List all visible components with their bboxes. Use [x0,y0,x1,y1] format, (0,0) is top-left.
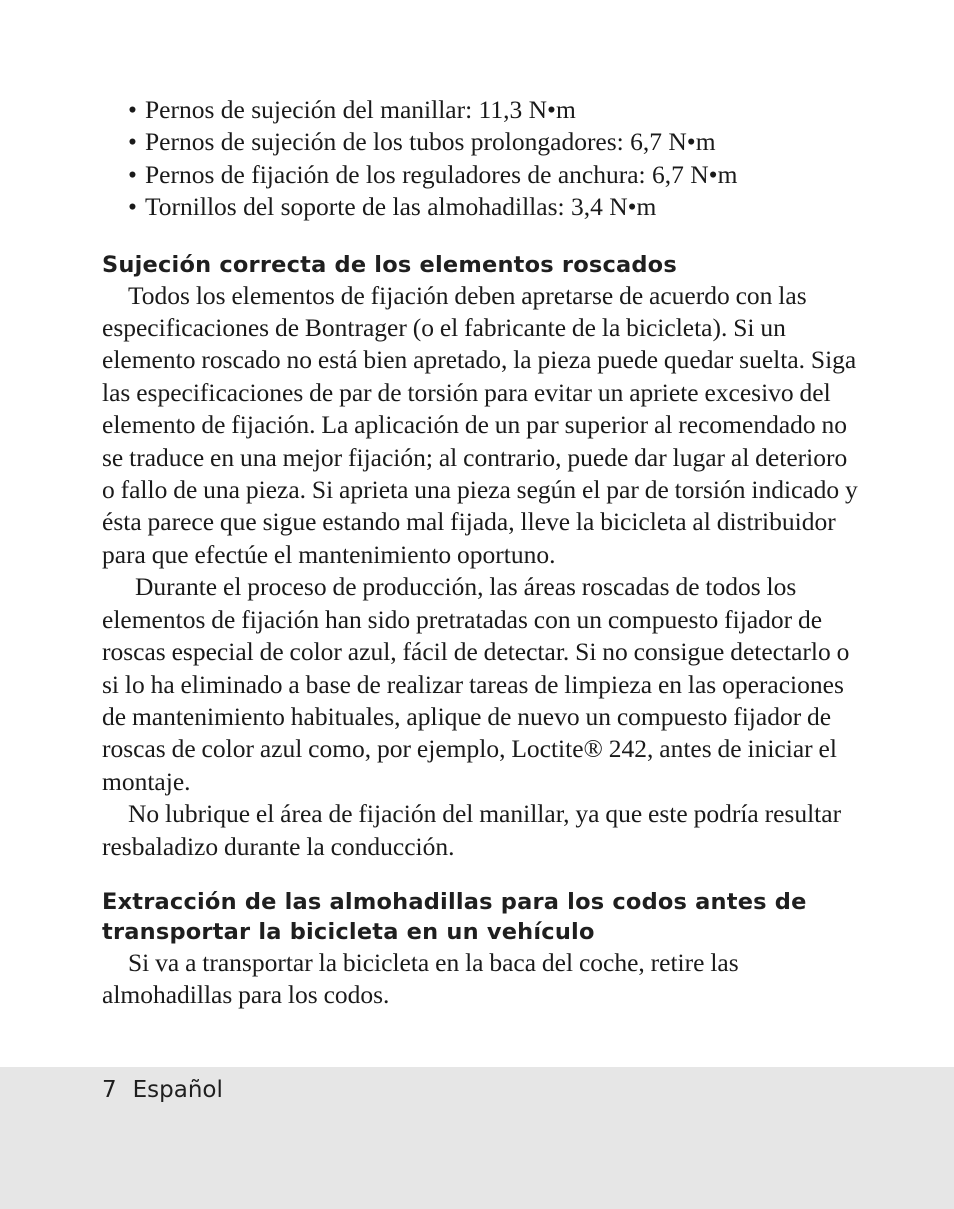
bullet-icon: • [128,127,137,157]
language-label: Español [132,1077,223,1103]
list-item [102,94,862,126]
list-item-text: Pernos de sujeción del manillar: 11,3 N•m [145,95,576,124]
torque-spec-list [102,94,862,224]
page-footer [0,1067,954,1209]
bullet-icon: • [128,159,137,189]
page-number: 7 [102,1077,117,1103]
paragraph: Todos los elementos de fijación deben apretarse de acuerdo con las especificaciones de Bontrager (o el fabricante de la bicicleta). Si un elemento roscado no está bien apretado, la pieza puede quedar suelta. Siga las especificaciones de par de torsión para evitar un apriete excesivo del elemento de fijación. La aplicación de un par superior al recomendado no se traduce en una mejor fijación; al contrario, puede dar lugar al deterioro o fallo de una pieza. Si aprieta una pieza según el par de torsión indicado y ésta parece que sigue estando mal fijada, lleve la bicicleta al distribuidor para que efectúe el mantenimiento oportuno. [102,280,858,569]
list-item-text: Tornillos del soporte de las almohadillas: 3,4 N•m [145,192,657,222]
paragraph: Durante el proceso de producción, las áreas roscadas de todos los elementos de fijación han sido pretratadas con un compuesto fijador de roscas especial de color azul, fácil de detectar. Si no consigue detectarlo o si lo ha eliminado a base de realizar tareas de limpieza en las operaciones de mantenimiento habituales, aplique de nuevo un compuesto fijador de roscas de color azul como, por ejemplo, Loctite® 242, antes de iniciar el montaje. [102,572,850,796]
list-item [102,126,862,158]
list-item-text: Pernos de sujeción de los tubos prolongadores: 6,7 N•m [145,127,716,157]
paragraph: Si va a transportar la bicicleta en la baca del coche, retire las almohadillas para los codos. [102,947,739,1010]
paragraph: No lubrique el área de fijación del manillar, ya que este podría resultar resbaladizo durante la conducción. [102,799,842,861]
section-heading-threaded-fasteners: Sujeción correcta de los elementos roscados [102,251,677,278]
bullet-icon: • [128,95,137,124]
page-content [102,94,862,1012]
list-item-text: Pernos de fijación de los reguladores de anchura: 6,7 N•m [145,159,738,189]
list-item [102,191,862,223]
footer-label [102,1075,223,1105]
section-heading-elbow-pads-removal: Extracción de las almohadillas para los codos antes de transportar la bicicleta en un vehículo [102,888,807,945]
bullet-icon: • [128,192,137,222]
list-item [102,159,862,191]
